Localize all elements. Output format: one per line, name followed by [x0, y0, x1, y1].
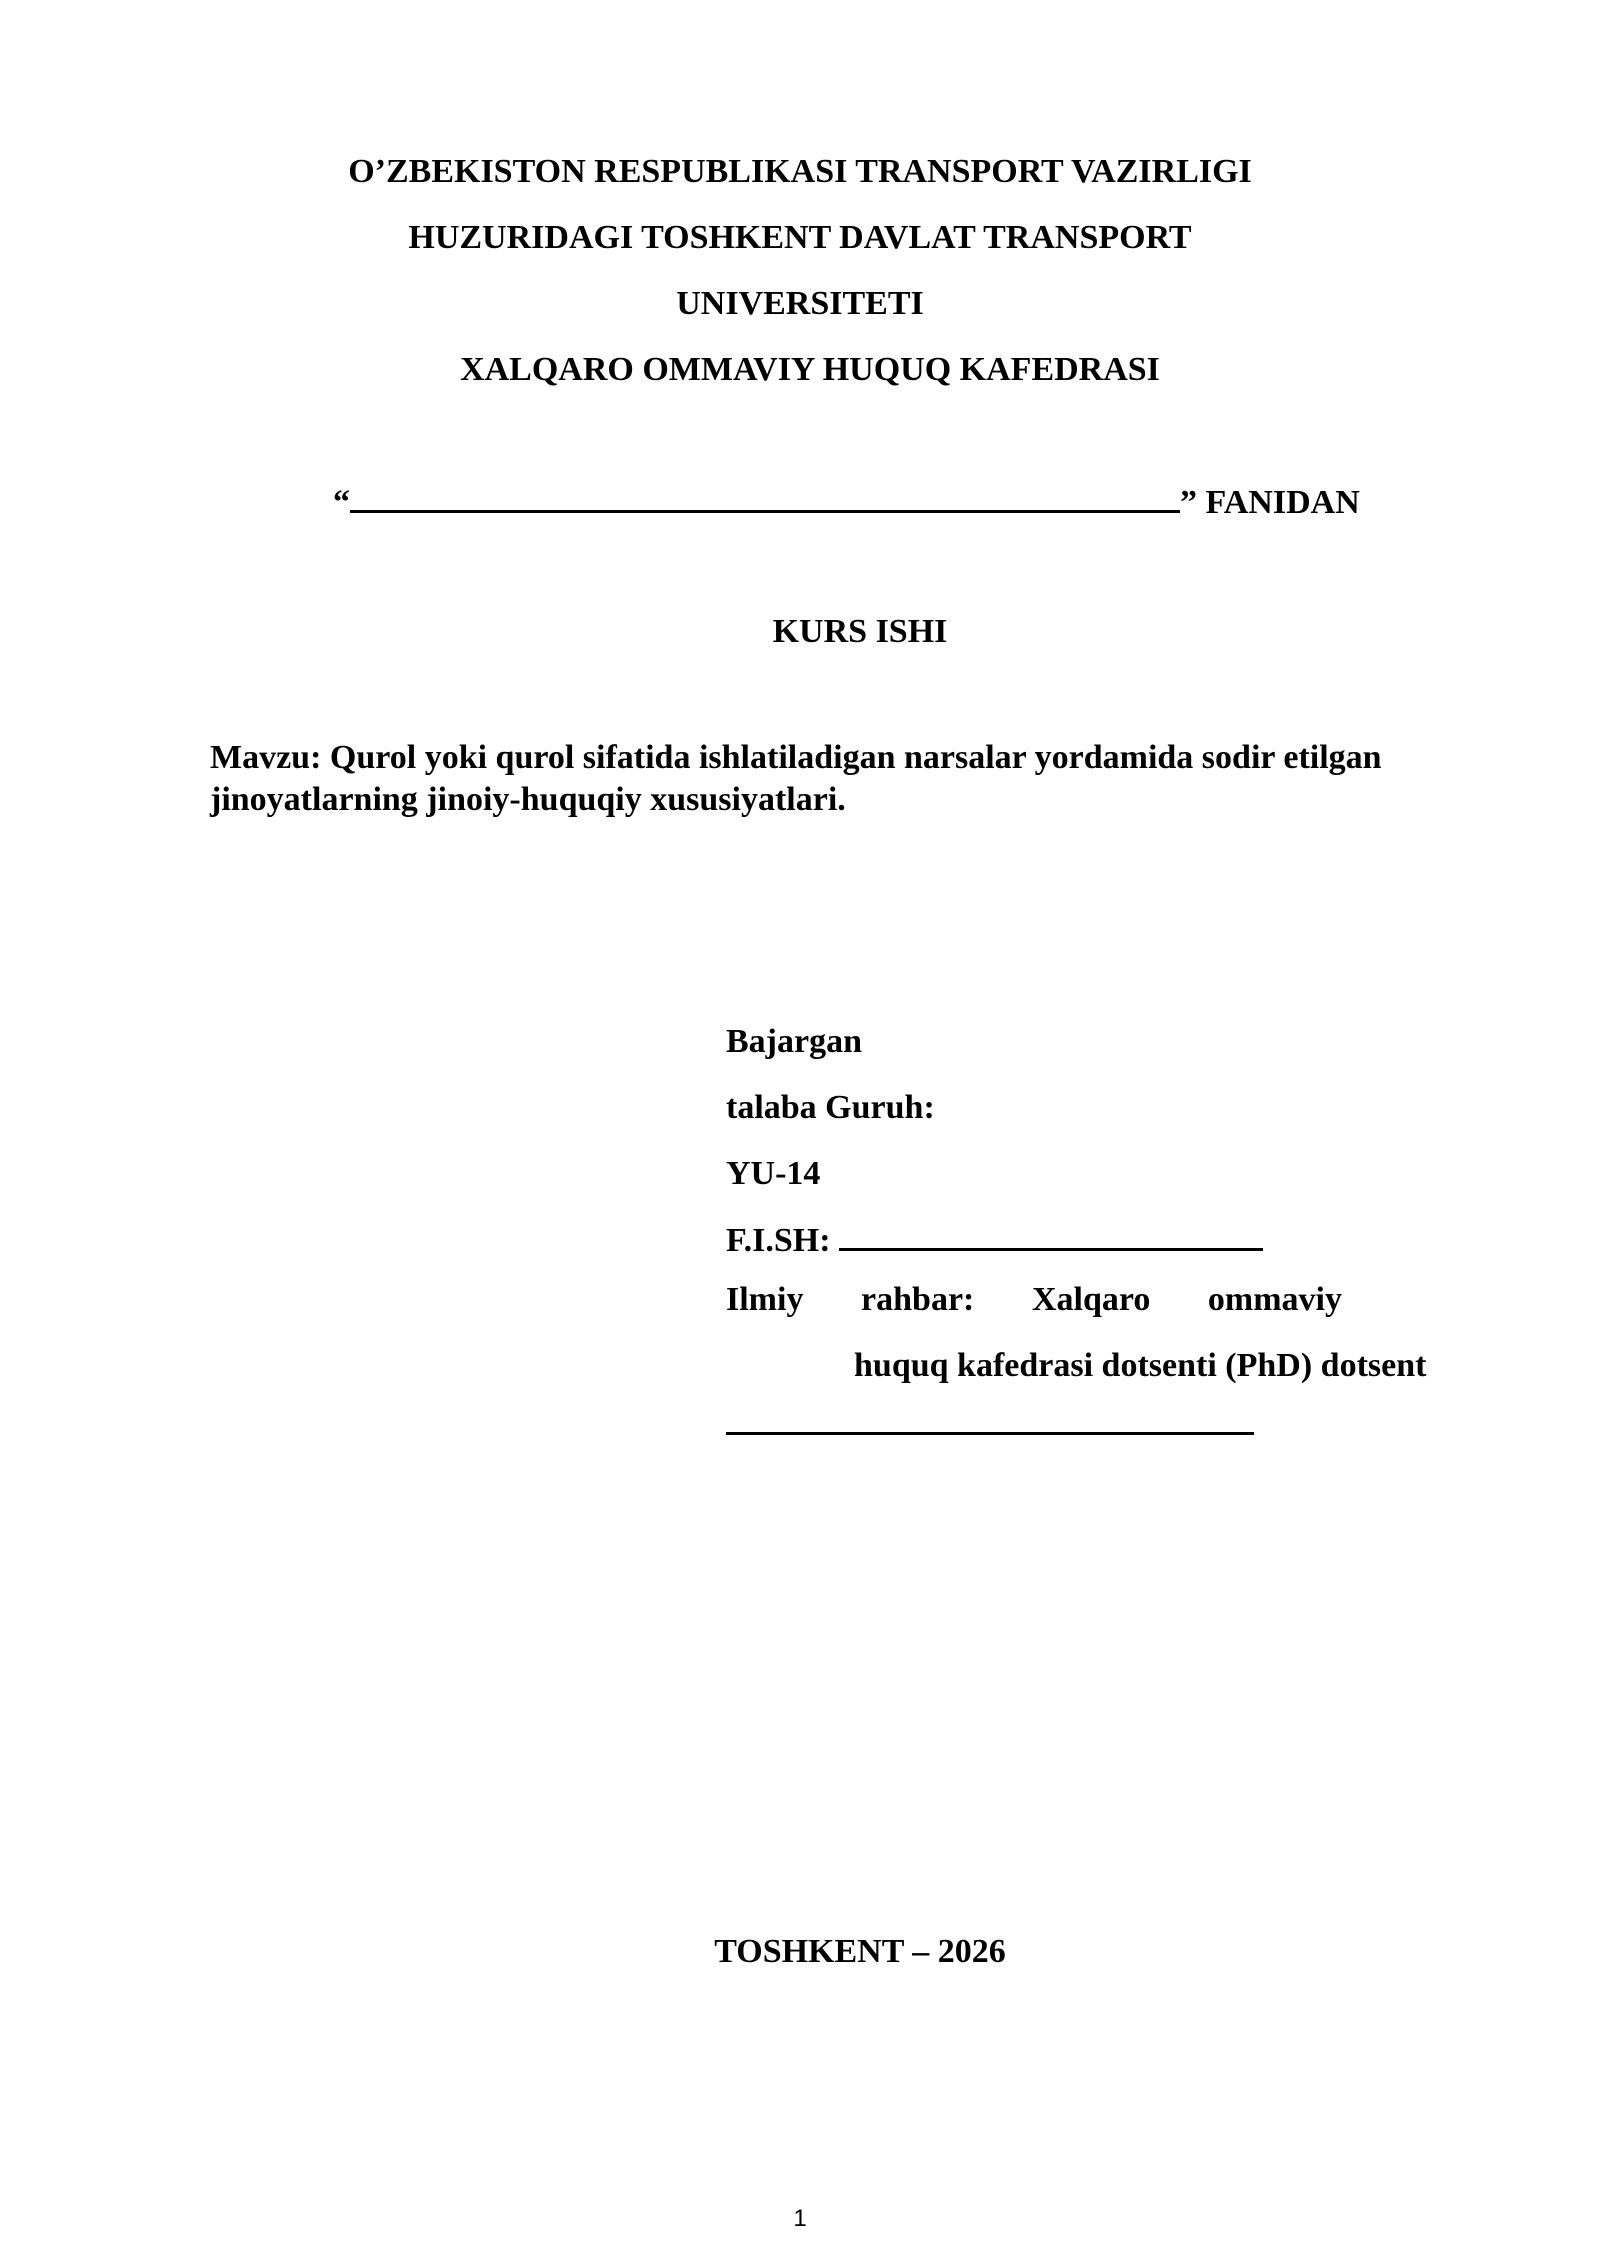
supervisor-word-1: Ilmiy [726, 1281, 804, 1318]
header-university-line2: UNIVERSITETI [676, 285, 924, 322]
supervisor-blank-field [726, 1404, 1254, 1435]
author-fish-row [726, 1220, 1263, 1261]
supervisor-word-4: ommaviy [1207, 1281, 1342, 1318]
fish-label: F.I.SH: [726, 1222, 831, 1259]
supervisor-word-3: Xalqaro [1031, 1281, 1151, 1318]
page-number: 1 [793, 2205, 807, 2232]
header-university-line1: HUZURIDAGI TOSHKENT DAVLAT TRANSPORT [408, 219, 1192, 256]
topic-paragraph: Mavzu: Qurol yoki qurol sifatida ishlatiladigan narsalar yordamida sodir etilgan jinoyatlarning jinoiy-huquqiy xususiyatlari. [210, 739, 1382, 818]
city-year: TOSHKENT – 2026 [714, 1933, 1006, 1970]
subject-open-quote: “ [333, 484, 350, 521]
header-department: XALQARO OMMAVIY HUQUQ KAFEDRASI [460, 351, 1160, 388]
supervisor-word-2: rahbar: [861, 1281, 975, 1318]
header-ministry: O’ZBEKISTON RESPUBLIKASI TRANSPORT VAZIRLIGI [348, 153, 1252, 190]
supervisor-row [726, 1280, 1342, 1320]
supervisor-title: huquq kafedrasi dotsenti (PhD) dotsent [854, 1347, 1427, 1384]
author-performed: Bajargan [726, 1023, 862, 1060]
author-group-label: talaba Guruh: [726, 1089, 935, 1126]
subject-line [333, 482, 1360, 523]
work-type-title: KURS ISHI [772, 613, 948, 650]
author-group-value: YU-14 [726, 1155, 821, 1192]
subject-close-quote: ” [1180, 484, 1197, 521]
subject-suffix: FANIDAN [1205, 484, 1360, 521]
fish-blank-field [839, 1220, 1263, 1251]
subject-blank-field [350, 482, 1180, 513]
supervisor-name-row [726, 1404, 1254, 1445]
